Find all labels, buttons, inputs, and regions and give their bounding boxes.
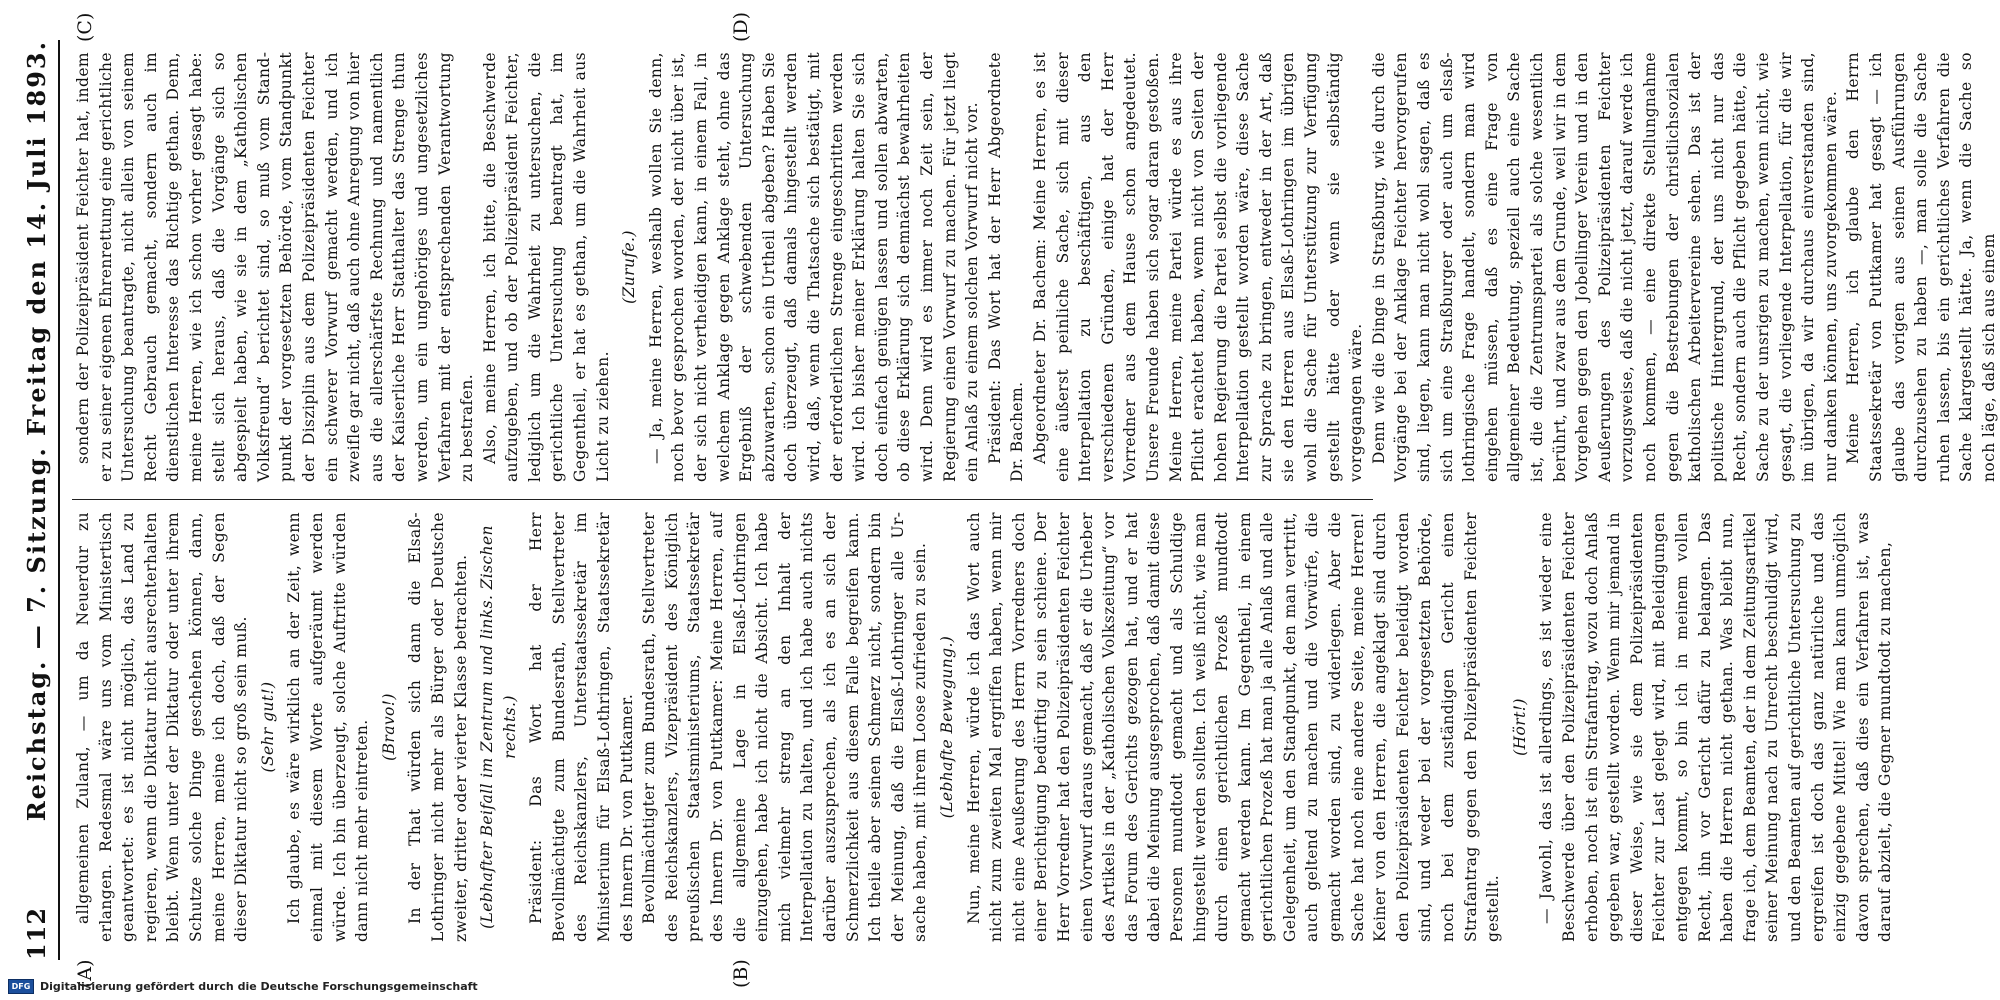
margin-mark-a: (A) — [74, 959, 96, 988]
text-paragraph: Denn wie die Dinge in Straßburg, wie durch die Vorgänge bei der Anklage Feichter hervorgerufen sind, liegen, kann man nicht wohl sagen, daß es sich um eine Straßburger oder auch um elsaß-lothringische Frage handelt, sondern man wird eingehen müssen, daß es eine Frage von allgemeiner Bedeutung, speziell auch eine Sache ist, die die Zentrumspartei als solche wesentlich berührt, und zwar aus dem Grunde, weil wir in dem Vorgehen gegen den Jobellinger Verein und in den Aeußerungen des Polizeipräsidenten Feichter vorzugsweise, daß die nicht jetzt, darauf werde ich noch kommen, — eine direkte Stellungnahme gegen die Bestrebungen der christlichsozialen katholischen Arbeitervereine sehen. Das ist der politische Hintergrund, der uns nicht nur das Recht, sondern auch die Pflicht gegeben hätte, die Sache zu der unsrigen zu machen, wenn nicht, wie gesagt, die vorliegende Interpellation, für die wir im übrigen, da wir durchaus einverstanden sind, nur danken können, uns zuvorgekommen wäre. — [1369, 52, 1840, 482]
dfg-logo-icon: DFG — [8, 979, 34, 994]
text-paragraph: In der That würden sich dann die Elsaß-Lothringer nicht mehr als Bürger oder Deutsche zweiter, dritter oder vierter Klasse betrachten. — [406, 512, 470, 942]
text-paragraph: Also, meine Herren, ich bitte, die Beschwerde aufzugeben, und ob der Polizeipräsident Feichter, lediglich um die Wahrheit zu untersuchen, die gerichtliche Untersuchung beantragt hat, im Gegentheil, er hat es gethan, um die Wahrheit aus Licht zu ziehen. — [480, 52, 612, 482]
stage-direction: (Hört!) — [1510, 698, 1529, 756]
text-paragraph: — Jawohl, das ist allerdings, es ist wieder eine Beschwerde über den Polizeipräsidenten Feichter erhoben, noch ist ein Strafantrag, wozu doch Anlaß gegeben war, gestellt worden. Wenn mir jemand in dieser Weise, wie sie dem Polizeipräsidenten Feichter zur Last gelegt wird, mit Beleidigungen entgegen kommt, so bin ich in meinem vollen Recht, ihn vor Gericht dafür zu belangen. Das haben die Herren nicht gethan. Was bleibt nun, frage ich, dem Beamten, der in dem Zeitungsartikel seiner Meinung nach zu Unrecht beschuldigt wird, und den Beamten auf gerichtliche Untersuchung zu ergreifen ist doch das ganz natürliche und das einzig gegebene Mittel! Wie man kann unmöglich davon sprechen, daß dies ein Verfahren ist, was darauf abzielt, die Gegner mundtodt zu machen, — [1537, 512, 1895, 942]
running-title: Reichstag. — 7. Sitzung. Freitag den 14. Juli 1893. — [21, 40, 51, 822]
page-number: 112 — [21, 906, 51, 960]
left-text-column — [72, 512, 1895, 942]
stage-direction: (Zurufe.) — [620, 230, 639, 304]
text-paragraph: Ich glaube, es wäre wirklich an der Zeit, wenn einmal mit diesem Worte aufgeräumt werden würde. Ich bin überzeugt, solche Auftritte würden dann nicht mehr eintreten. — [285, 512, 372, 942]
stage-direction: (Bravo!) — [379, 693, 398, 761]
text-paragraph: Abgeordneter Dr. Bachem: Meine Herren, es ist eine äußerst peinliche Sache, sich mit dieser Interpellation zu beschäftigen, aus den verschiedenen Gründen, einige hat der Herr Vorredner aus dem Hause schon angedeutet. Unsere Freunde haben sich sogar daran gestoßen. Meine Herren, meine Partei würde es aus ihre Pflicht erachtet haben, wenn nicht von Seiten der hohen Regierung die Partei selbst die vorliegende Interpellation gestellt worden wäre, diese Sache zur Sprache zu bringen, entweder in der Art, daß sie den Herren aus Elsaß-Lothringen im übrigen wohl die Sache für Unterstützung zur Verfügung gestellt hätte oder wenn sie selbständig vorgegangen wäre. — [1030, 52, 1366, 482]
text-paragraph: Meine Herren, ich glaube den Herrn Staatssekretär von Puttkamer hat gesagt — ich glaube das vorigen aus seinen Ausführungen durchzusehen zu haben —, man solle die Sache ruhen lassen, bis ein gerichtliches Verfahren die Sache klargestellt hätte. Ja, wenn die Sache so noch läge, daß sich aus einem — [1844, 52, 1998, 482]
margin-mark-c: (C) — [74, 12, 96, 42]
page-header — [14, 40, 60, 960]
margin-mark-b: (B) — [730, 959, 752, 988]
digitization-footer — [8, 978, 478, 994]
right-text-column — [72, 52, 1998, 482]
text-paragraph: sondern der Polizeipräsident Feichter hat, indem er zu seiner eigenen Ehrenrettung eine gerichtliche Untersuchung beantragte, nicht allein von seinem Recht Gebrauch gemacht, sondern auch im dienstlichen Interesse das Richtige gethan. Denn, meine Herren, wie ich schon vorher gesagt habe: stellt sich heraus, daß die Vorgänge sich so abgespielt haben, wie sie in dem „Katholischen Volksfreund“ berichtet sind, so muß vom Standpunkt der vorgesetzten Behörde, vom Standpunkt der Disziplin aus dem Polizeipräsidenten Feichter ein schwerer Vorwurf gemacht werden, und ich zweifle gar nicht, daß auch ohne Anregung von hier aus die allerschärfste Rechnung und namentlich der Kaiserliche Herr Statthalter das Strenge thun werden, um ein ungehöriges und ungesetzliches Verfahren mit der entsprechenden Verantwortung zu bestrafen. — [74, 52, 477, 482]
text-paragraph: allgemeinen Zuland, — um da Neuerdur zu erlangen. Redesmal wäre uns vom Ministertisch geantwortet: es ist nicht möglich, das Land zu regieren, wenn die Diktatur nicht ausrechterhalten bleibt. Wenn unter der Diktatur oder unter ihrem Schutze solche Dinge geschehen können, dann, meine Herren, meine ich doch, daß der Segen dieser Diktatur nicht so groß sein muß. — [74, 512, 251, 942]
digitization-credit: Digitalisierung gefördert durch die Deutsche Forschungsgemeinschaft — [40, 979, 478, 993]
stage-direction: (Lebhafter Beifall im Zentrum und links. Zischen rechts.) — [478, 525, 519, 929]
text-paragraph: Präsident: Das Wort hat der Herr Abgeordnete Dr. Bachem. — [985, 52, 1027, 482]
text-paragraph: Bevollmächtigter zum Bundesrath, Stellvertreter des Reichskanzlers, Vizepräsident des Königlich preußischen Staatsministeriums, Staatssekretär des Innern Dr. von Puttkamer: Meine Herren, auf die allgemeine Lage in Elsaß-Lothringen einzugehen, habe ich nicht die Absicht. Ich habe mich vielmehr streng an den Inhalt der Interpellation zu halten, und ich habe auch nichts darüber auszusprechen, als ich es an sich der Schmerzlichkeit aus diesem Falle begreifen kann. Ich theile aber seinen Schmerz nicht, sondern bin der Meinung, daß die Elsaß-Lothringer alle Ursache haben, mit ihrem Loose zufrieden zu sein. — [640, 512, 930, 942]
text-paragraph: Präsident: Das Wort hat der Herr Bevollmächtigte zum Bundesrath, Stellvertreter des Reichskanzlers, Unterstaatssekretär im Ministerium für Elsaß-Lothringen, Staatssekretär des Innern Dr. von Puttkamer. — [527, 512, 636, 942]
stage-direction: (Sehr gut!) — [258, 681, 277, 773]
text-paragraph: Nun, meine Herren, würde ich das Wort auch nicht zum zweiten Mal ergriffen haben, wenn mir nicht eine Aeußerung des Herrn Vorredners doch einer Berichtigung bedürftig zu sein schiene. Der Herr Vorredner hat den Polizeipräsidenten Feichter einen Vorwurf daraus gemacht, daß er die Urheber des Artikels in der „Katholischen Volkszeitung“ vor das Forum des Gerichts gezogen hat, und er hat dabei die Meinung ausgesprochen, daß damit diese Personen mundtodt gemacht und als Schuldige hingestellt werden sollten. Ich weiß nicht, wie man durch einen gerichtlichen Prozeß mundtodt gemacht werden kann. Im Gegentheil, in einem gerichtlichen Prozeß hat man ja alle Anlaß und alle Gelegenheit, um den Standpunkt, den man vertritt, auch geltend zu machen und die Vorwürfe, die gemacht worden sind, zu widerlegen. Aber die Sache hat noch eine andere Seite, meine Herren! Keiner von den Herren, die angeklagt sind durch den Polizeipräsidenten Feichter beleidigt worden sind, und weder bei der vorgesetzten Behörde, noch bei dem zuständigen Gericht einen Strafantrag gegen den Polizeipräsidenten Feichter gestellt. — [964, 512, 1503, 942]
stage-direction: (Lebhafte Bewegung.) — [937, 635, 956, 819]
text-paragraph: — Ja, meine Herren, weshalb wollen Sie denn, noch bevor gesprochen worden, der nicht über ist, der sich nicht vertheidigen kann, in einem Fall, in welchem Anklage gegen Anklage steht, ohne das Ergebniß der schwebenden Untersuchung abzuwarten, schon ein Urtheil abgeben? Haben Sie doch überzeugt, daß damals hingestellt werden wird, daß, wenn die Thatsache sich bestätigt, mit der erforderlichen Strenge eingeschritten werden wird. Ich bisher meiner Erklärung halten Sie sich doch einfach genügen lassen und sollen abwarten, ob diese Erklärung sich demnächst bewahrheiten wird. Denn wird es immer noch Zeit sein, der Regierung einen Vorwurf zu machen. Für jetzt liegt ein Anlaß zu einem solchen Vorwurf nicht vor. — [646, 52, 982, 482]
column-divider — [72, 499, 1373, 500]
margin-mark-d: (D) — [730, 11, 752, 42]
